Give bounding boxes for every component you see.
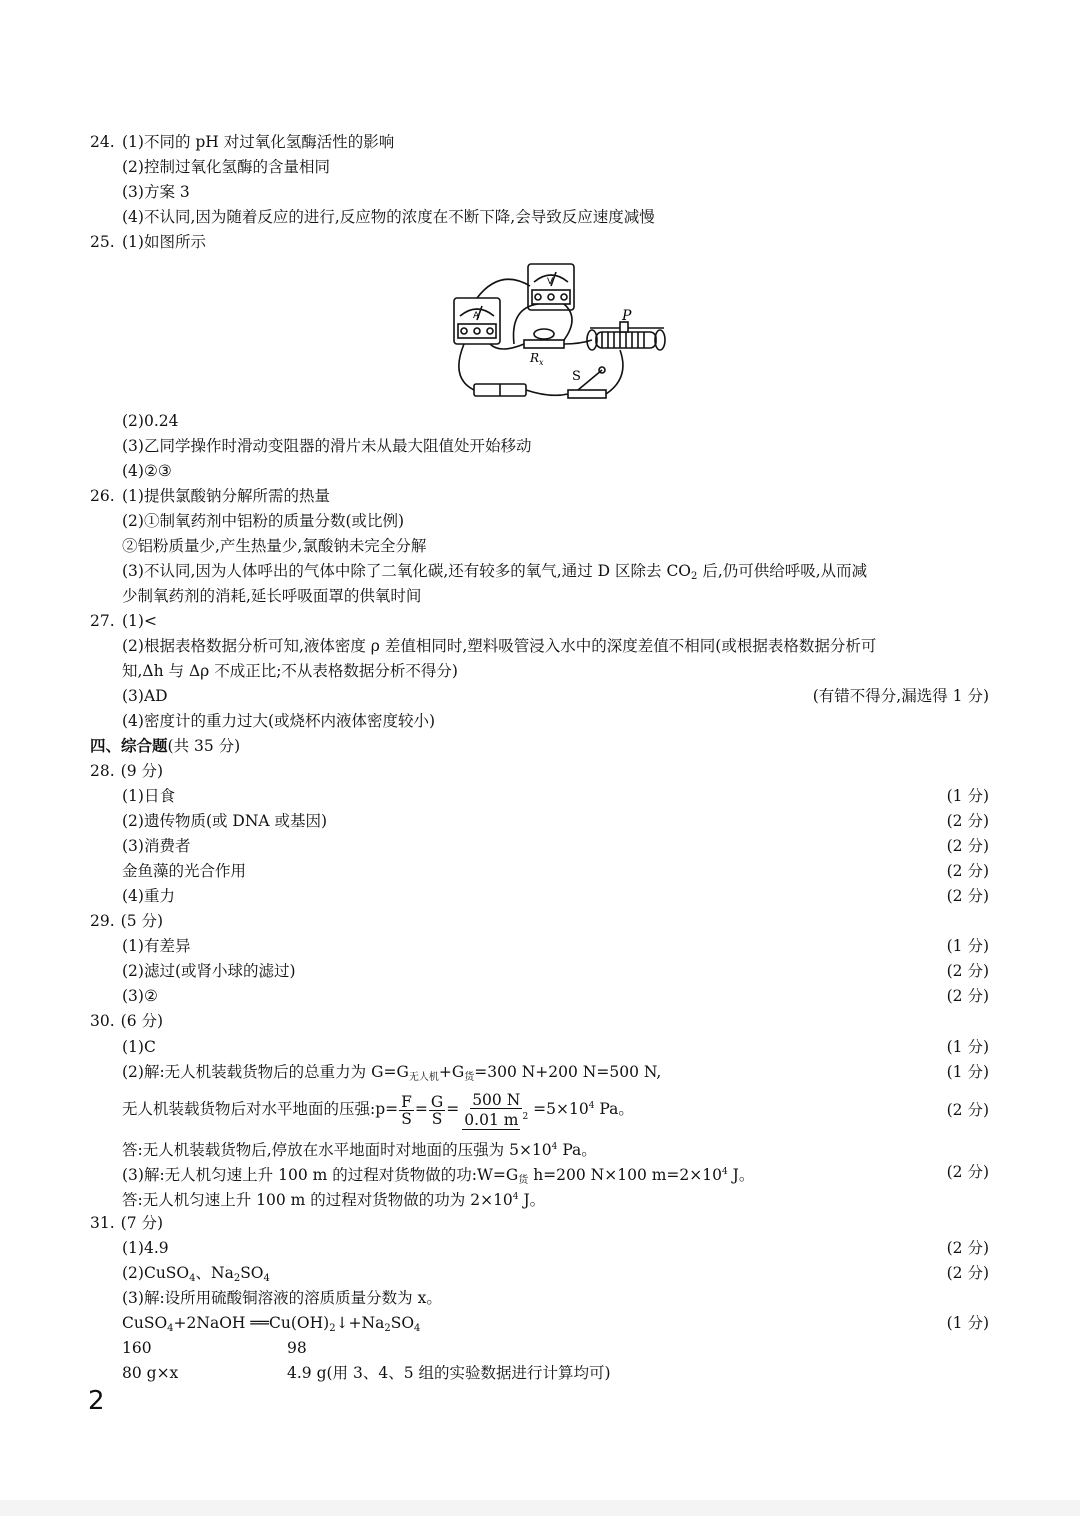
q30-score3: (2 分) <box>946 1101 989 1119</box>
q28-line3: (3)消费者 <box>122 837 191 855</box>
label-S: S <box>572 369 581 384</box>
q27-line1: (1)< <box>122 612 157 630</box>
fraction-G-S: $\frac{G}{S}$ <box>430 1092 444 1128</box>
q31-line1: (1)4.9 <box>122 1239 169 1257</box>
q31-equation: CuSO$_4$+2NaOH $══Cu(OH)_2↓+Na_2SO_4$ <box>122 1314 421 1334</box>
q25-line3: (3)乙同学操作时滑动变阻器的滑片未从最大阻值处开始移动 <box>122 437 532 455</box>
q26-line2: (2)①制氧药剂中铝粉的质量分数(或比例) <box>122 512 405 530</box>
q31-line2: (2)CuSO$_4$、$Na_2SO_4$ <box>122 1264 270 1284</box>
q29-line2: (2)滤过(或肾小球的滤过) <box>122 962 296 980</box>
label-V: V <box>547 277 554 287</box>
q24-number: 24. <box>90 133 115 151</box>
q26-line4: (3)不认同,因为人体呼出的气体中除了二氧化碳,还有较多的氧气,通过 D 区除去 $CO_2$ 后,仍可供给呼吸,从而减 <box>122 562 868 582</box>
q25-line2: (2)0.24 <box>122 412 179 430</box>
fraction-F-S: $\frac{F}{S}$ <box>401 1092 412 1128</box>
q30-score1: (1 分) <box>946 1038 989 1056</box>
q27-line4-note: (有错不得分,漏选得 1 分) <box>812 687 989 705</box>
q28-line4: 金鱼藻的光合作用 <box>122 862 247 880</box>
q29-score1: (1 分) <box>946 937 989 955</box>
q28-score2: (2 分) <box>946 812 989 830</box>
q24-line2: (2)控制过氧化氢酶的含量相同 <box>122 158 330 176</box>
section-title: 四、综合题(共 35 分) <box>90 736 241 755</box>
q27-line5: (4)密度计的重力过大(或烧杯内液体密度较小) <box>122 712 436 730</box>
q30-line1: (1)C <box>122 1038 156 1056</box>
q30-line3: 无人机装载货物后对水平地面的压强:p= $\frac{F}{S}$ = $\frac{G}{S}$ = $\frac{500 N}{0.01 m ^2}$ $=5\times 10^4$ Pa。 <box>122 1091 634 1129</box>
q28-score4: (2 分) <box>946 862 989 880</box>
q28-line1: (1)日食 <box>122 787 175 805</box>
page-number: 2 <box>88 1386 105 1416</box>
q31-value2: 4.9 g(用 3、4、5 组的实验数据进行计算均可) <box>287 1364 611 1382</box>
q24-line3: (3)方案 3 <box>122 183 190 201</box>
q25-number: 25. <box>90 233 115 251</box>
q27-line2: (2)根据表格数据分析可知,液体密度 ρ 差值相同时,塑料吸管浸入水中的深度差值不相同(或根据表格数据分析可 <box>122 637 877 655</box>
q28-line2: (2)遗传物质(或 DNA 或基因) <box>122 812 328 830</box>
q30-score2: (1 分) <box>946 1063 989 1081</box>
circuit-diagram <box>440 258 680 404</box>
q24-line4: (4)不认同,因为随着反应的进行,反应物的浓度在不断下降,会导致反应速度减慢 <box>122 208 655 226</box>
q26-line1: (1)提供氯酸钠分解所需的热量 <box>122 487 330 505</box>
q30-line4: 答:无人机装载货物后,停放在水平地面时对地面的压强为 $5\times 10^4$ Pa。 <box>122 1141 597 1159</box>
q26-line3: ②铝粉质量少,产生热量少,氯酸钠未完全分解 <box>122 537 427 555</box>
q30-line6: 答:无人机匀速上升 100 m 的过程对货物做的功为 $2\times 10^4$ J。 <box>122 1191 546 1209</box>
q27-number: 27. <box>90 612 115 630</box>
q30-line2: (2)解:无人机装载货物后的总重力为 $G=G_{无人机}+G_货=300$ N+200 N=500 N, <box>122 1063 662 1083</box>
q31-mass2: 98 <box>287 1339 307 1357</box>
q30-header: 30. (6 分) <box>90 1012 164 1030</box>
q29-line1: (1)有差异 <box>122 937 191 955</box>
q29-score2: (2 分) <box>946 962 989 980</box>
q30-score5: (2 分) <box>946 1163 989 1181</box>
q26-line5: 少制氧药剂的消耗,延长呼吸面罩的供氧时间 <box>122 587 422 605</box>
q31-line3: (3)解:设所用硫酸铜溶液的溶质质量分数为 x。 <box>122 1289 442 1307</box>
q24-line1: (1)不同的 pH 对过氧化氢酶活性的影响 <box>122 133 395 151</box>
q29-header: 29. (5 分) <box>90 912 164 930</box>
q28-line5: (4)重力 <box>122 887 175 905</box>
label-Rx: $R_x$ <box>530 351 544 367</box>
q29-line3: (3)② <box>122 987 158 1005</box>
q28-score3: (2 分) <box>946 837 989 855</box>
q31-score4: (1 分) <box>946 1314 989 1332</box>
q31-score2: (2 分) <box>946 1264 989 1282</box>
switch-icon <box>568 390 606 398</box>
q27-line4: (3)AD <box>122 687 168 705</box>
label-A: A <box>473 311 480 321</box>
q25-line4: (4)②③ <box>122 462 172 480</box>
q29-score3: (2 分) <box>946 987 989 1005</box>
q31-mass1: 160 <box>122 1339 152 1357</box>
q28-header: 28. (9 分) <box>90 762 164 780</box>
q28-score1: (1 分) <box>946 787 989 805</box>
bottom-edge <box>0 1500 1080 1516</box>
q30-line5: (3)解:无人机匀速上升 100 m 的过程对货物做的功$:W=G_货$ h=200 N×100 $m=2\times 10^4$ J。 <box>122 1166 755 1186</box>
q28-score5: (2 分) <box>946 887 989 905</box>
q27-line3: 知,Δh 与 Δρ 不成正比;不从表格数据分析不得分) <box>122 662 458 680</box>
fraction-value: $\frac{500 N}{0.01 m ^2}$ <box>464 1091 529 1129</box>
q31-score1: (2 分) <box>946 1239 989 1257</box>
q31-value1: 80 g×x <box>122 1364 179 1382</box>
q25-line1: (1)如图所示 <box>122 233 206 251</box>
q31-header: 31. (7 分) <box>90 1214 164 1232</box>
q26-number: 26. <box>90 487 115 505</box>
label-P: P <box>622 308 632 324</box>
resistor-icon <box>524 340 564 348</box>
